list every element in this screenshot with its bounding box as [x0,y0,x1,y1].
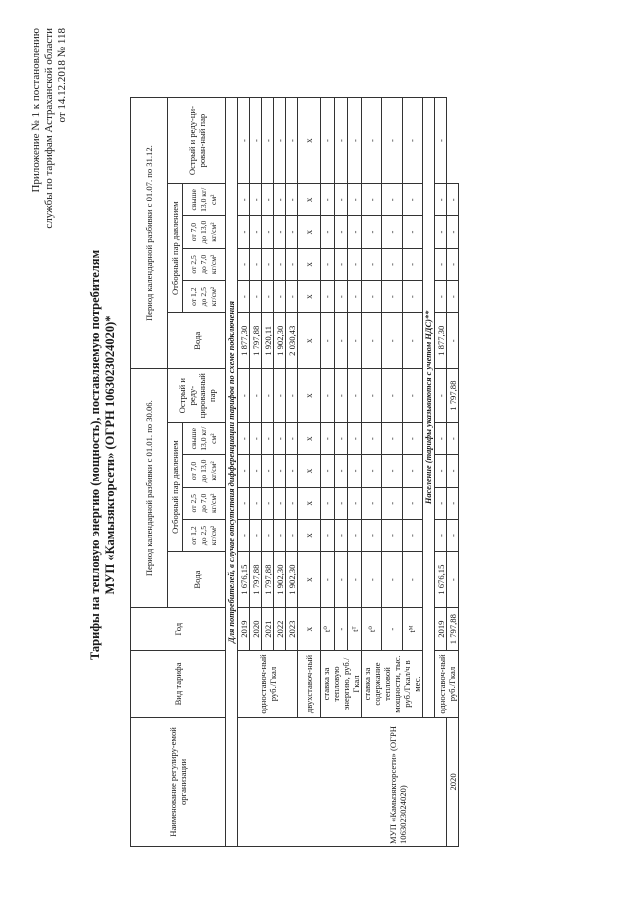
dash-cell: - [382,552,402,608]
org-name: МУП «Камызякгорсети» (ОГРН 1063023024020) [238,717,447,846]
dash-cell: - [334,369,348,423]
dash-cell: - [321,216,335,248]
appendix-line: Приложение № 1 к постановлению [30,28,42,193]
dash-cell: - [348,313,362,369]
dash-cell: - [447,313,459,369]
dash-cell: - [382,455,402,487]
dash-cell: - [402,98,422,184]
water-value: 1 902,30 [286,552,298,608]
x-cell: х [298,281,321,313]
dash-cell: - [447,519,459,551]
dash-cell: - [286,487,298,519]
dash-cell: - [334,313,348,369]
dash-cell: - [321,248,335,280]
dash-cell: - [238,184,250,216]
dash-cell: - [262,98,274,184]
dash-cell: - [362,552,382,608]
dash-cell: - [262,184,274,216]
document-title [88,115,118,795]
dash-cell: - [321,487,335,519]
dash-cell: - [274,248,286,280]
water-value: 1 797,88 [250,313,262,369]
appendix-line: службы по тарифам Астраханской области [43,28,55,229]
dash-cell: - [348,248,362,280]
dash-cell: - [348,487,362,519]
year-cell: 2021 [262,608,274,651]
dash-cell: - [262,248,274,280]
tariff-table [130,97,459,847]
dash-cell: - [274,519,286,551]
dash-cell: - [250,184,262,216]
dash-cell: - [334,552,348,608]
dash-cell: - [250,423,262,455]
dash-cell: - [321,369,335,423]
dash-cell: - [250,248,262,280]
dash-cell: - [382,313,402,369]
dash-cell: - [250,519,262,551]
dash-cell: - [362,184,382,216]
dash-cell: - [435,98,447,184]
dash-cell: - [362,455,382,487]
header-water-1: Вода [168,552,226,608]
dash-cell: - [435,369,447,423]
header-year: Год [131,608,226,651]
x-cell: х [298,313,321,369]
dash-cell: - [348,281,362,313]
dash-cell: - [362,248,382,280]
header-steam-1: от 1,2 до 2,5 кг/см² [183,281,226,313]
section-heading: Для потребителей, в случае отсутствия дифференциации тарифов по схеме подключения [226,98,238,847]
dash-cell: - [334,184,348,216]
dash-cell: - [362,369,382,423]
dash-cell: - [348,519,362,551]
dash-cell: - [286,369,298,423]
appendix-note [30,28,69,288]
appendix-line: от 14.12.2018 № 118 [56,28,68,123]
water-value: 1 877,30 [238,313,250,369]
dash-cell: - [286,519,298,551]
water-value: 1 902,30 [274,552,286,608]
dash-cell: - [447,552,459,608]
dash-cell: - [447,216,459,248]
dash-cell: - [447,423,459,455]
dash-cell: - [274,98,286,184]
dash-cell: - [435,216,447,248]
dash-cell: - [402,216,422,248]
header-steam-4: свыше 13,0 кг/см² [183,184,226,216]
header-sharp-steam-2: Острый и реду-ци-рован-ный пар [168,98,226,184]
dash-cell: - [262,455,274,487]
x-cell: х [298,608,321,651]
dash-cell: - [348,369,362,423]
dash-cell: - [362,487,382,519]
x-cell: х [298,369,321,423]
header-steam-group-1: Отборный пар давлением [168,423,183,552]
dash-cell: - [435,455,447,487]
dash-cell: - [402,184,422,216]
dash-cell: - [286,98,298,184]
year-cell: 2019 [238,608,250,651]
dash-cell: - [262,423,274,455]
dash-cell: - [321,455,335,487]
dash-cell: - [402,519,422,551]
dash-cell: - [362,98,382,184]
dash-cell: - [274,184,286,216]
dash-cell: - [286,184,298,216]
water-value: 1 920,11 [262,313,274,369]
tariff-type-two-part: двухставоч-ный [298,651,321,718]
x-cell: х [298,455,321,487]
dash-cell: - [382,423,402,455]
dash-cell: - [262,519,274,551]
year-cell: 2023 [286,608,298,651]
dash-cell: - [321,552,335,608]
section-heading: Население (тарифы указываются с учетом НДС)** [423,98,435,718]
header-water-2: Вода [168,313,226,369]
header-steam-2: от 2,5 до 7,0 кг/см² [183,248,226,280]
symbol-cell: - [334,608,348,651]
dash-cell: - [321,423,335,455]
dash-cell: - [321,184,335,216]
header-steam-1: от 1,2 до 2,5 кг/см² [183,519,226,551]
dash-cell: - [286,423,298,455]
dash-cell: - [274,487,286,519]
dash-cell: - [250,369,262,423]
dash-cell: - [262,369,274,423]
dash-cell: - [274,369,286,423]
dash-cell: - [238,455,250,487]
tariff-type-one-part: одноставоч-ный руб./Гкал [238,651,298,718]
title-line-1: Тарифы на тепловую энергию (мощность), поставляемую потребителям [88,249,102,661]
dash-cell: - [447,184,459,216]
header-steam-group-2: Отборный пар давлением [168,184,183,313]
dash-cell: - [435,423,447,455]
water-value: 2 030,43 [286,313,298,369]
dash-cell: - [334,423,348,455]
dash-cell: - [274,281,286,313]
dash-cell: - [286,216,298,248]
dash-cell: - [321,281,335,313]
symbol-cell: tᴹ [402,608,422,651]
header-sharp-steam-1: Острый и реду-цированный пар [168,369,226,423]
dash-cell: - [274,216,286,248]
dash-cell: - [334,248,348,280]
dash-cell: - [238,216,250,248]
water-value: 1 902,30 [274,313,286,369]
dash-cell: - [362,519,382,551]
symbol-cell: - [382,608,402,651]
x-cell: х [298,519,321,551]
dash-cell: - [321,519,335,551]
x-cell: х [298,98,321,184]
symbol-cell: t⁰ [362,608,382,651]
water-value: 1 797,88 [447,369,459,423]
title-line-2: МУП «Камызякгорсети» (ОГРН 1063023024020)* [103,315,117,595]
x-cell: х [298,487,321,519]
dash-cell: - [348,552,362,608]
dash-cell: - [402,248,422,280]
dash-cell: - [334,487,348,519]
dash-cell: - [348,216,362,248]
dash-cell: - [262,216,274,248]
header-steam-3: от 7,0 до 13,0 кг/см² [183,455,226,487]
water-value: 1 797,88 [262,552,274,608]
dash-cell: - [238,248,250,280]
symbol-cell: tᵀ [348,608,362,651]
dash-cell: - [262,281,274,313]
dash-cell: - [382,369,402,423]
dash-cell: - [402,369,422,423]
header-steam-4: свыше 13,0 кг/см² [183,423,226,455]
dash-cell: - [435,487,447,519]
year-cell: 2020 [447,717,459,846]
dash-cell: - [348,455,362,487]
dash-cell: - [238,281,250,313]
dash-cell: - [334,98,348,184]
dash-cell: - [334,281,348,313]
dash-cell: - [435,248,447,280]
dash-cell: - [286,455,298,487]
header-period-2: Период календарной разбивки с 01.07. по 31.12. [131,98,168,369]
dash-cell: - [274,455,286,487]
dash-cell: - [402,423,422,455]
dash-cell: - [382,216,402,248]
year-cell: 2020 [250,608,262,651]
water-value: 1 797,88 [447,608,459,651]
dash-cell: - [447,455,459,487]
dash-cell: - [334,216,348,248]
water-value: 1 877,30 [435,313,447,369]
dash-cell: - [348,184,362,216]
dash-cell: - [250,216,262,248]
x-cell: х [298,423,321,455]
dash-cell: - [262,487,274,519]
year-cell: 2019 [435,608,447,651]
dash-cell: - [402,281,422,313]
dash-cell: - [238,98,250,184]
dash-cell: - [382,184,402,216]
dash-cell: - [447,487,459,519]
capacity-rate-label: ставка за содержание тепловой мощности, тыс. руб./Гкал/ч в мес. [362,651,423,718]
dash-cell: - [250,487,262,519]
dash-cell: - [382,519,402,551]
dash-cell: - [362,216,382,248]
dash-cell: - [382,248,402,280]
dash-cell: - [382,281,402,313]
dash-cell: - [286,248,298,280]
dash-cell: - [348,98,362,184]
dash-cell: - [362,423,382,455]
dash-cell: - [250,455,262,487]
dash-cell: - [250,98,262,184]
dash-cell: - [435,281,447,313]
x-cell: х [298,216,321,248]
dash-cell: - [238,519,250,551]
tariff-type-one-part: одноставоч-ный руб./Гкал [435,651,459,718]
dash-cell: - [362,313,382,369]
dash-cell: - [334,519,348,551]
dash-cell: - [402,313,422,369]
header-steam-2: от 2,5 до 7,0 кг/см² [183,487,226,519]
dash-cell: - [321,313,335,369]
dash-cell: - [348,423,362,455]
water-value: 1 676,15 [238,552,250,608]
dash-cell: - [382,98,402,184]
x-cell: х [298,184,321,216]
dash-cell: - [402,487,422,519]
dash-cell: - [274,423,286,455]
dash-cell: - [238,369,250,423]
header-tariff-type: Вид тарифа [131,651,226,718]
header-org: Наименование регулиру-емой организации [131,717,226,846]
water-value: 1 797,88 [250,552,262,608]
year-cell: 2022 [274,608,286,651]
dash-cell: - [286,281,298,313]
header-period-1: Период календарной разбивки с 01.01. по 30.06. [131,369,168,608]
dash-cell: - [321,98,335,184]
dash-cell: - [362,281,382,313]
dash-cell: - [435,519,447,551]
dash-cell: - [447,281,459,313]
x-cell: х [298,552,321,608]
dash-cell: - [402,455,422,487]
dash-cell: - [435,184,447,216]
dash-cell: - [238,487,250,519]
dash-cell: - [402,552,422,608]
heat-rate-label: ставка за тепловую энергию, руб./Гкал [321,651,362,718]
header-steam-3: от 7,0 до 13,0 кг/см² [183,216,226,248]
dash-cell: - [250,281,262,313]
symbol-cell: t⁰ [321,608,335,651]
x-cell: х [298,248,321,280]
dash-cell: - [334,455,348,487]
dash-cell: - [382,487,402,519]
dash-cell: - [238,423,250,455]
water-value: 1 676,15 [435,552,447,608]
dash-cell: - [447,248,459,280]
